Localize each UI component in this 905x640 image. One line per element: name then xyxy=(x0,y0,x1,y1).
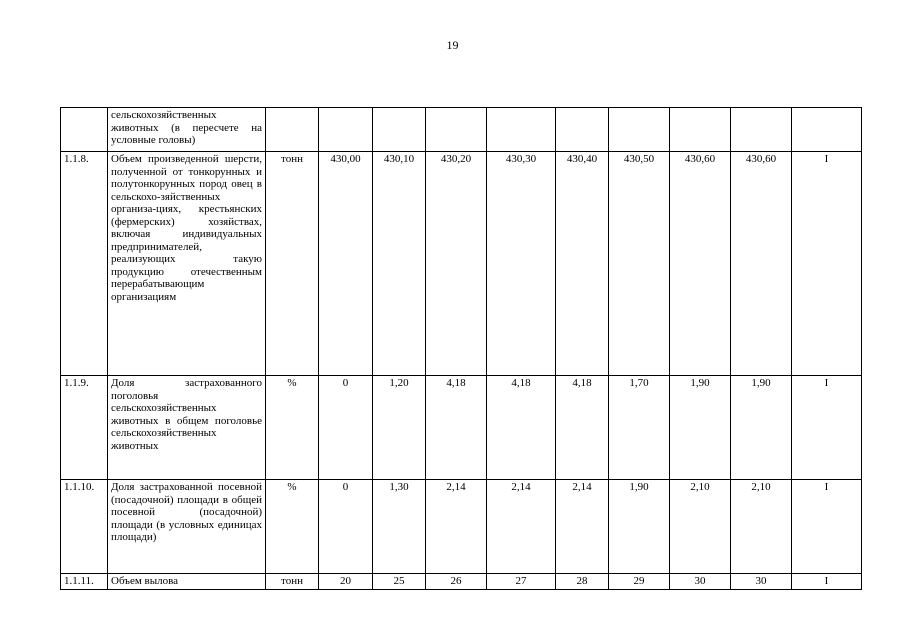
value-cell xyxy=(609,108,670,152)
value-cell: 30 xyxy=(731,574,792,590)
table-row xyxy=(61,376,862,480)
value-cell: 1,90 xyxy=(670,376,731,480)
value-cell: 430,50 xyxy=(609,152,670,376)
table-row xyxy=(61,108,862,152)
value-cell: 4,18 xyxy=(556,376,609,480)
value-cell: 2,14 xyxy=(487,480,556,574)
indicator-description: Доля застрахованного поголовья сельскохозяйственных животных в общем поголовье сельскохозяйственных животных xyxy=(108,376,266,480)
value-cell: 2,10 xyxy=(731,480,792,574)
value-cell: 430,40 xyxy=(556,152,609,376)
value-cell: 25 xyxy=(373,574,426,590)
value-cell: 430,00 xyxy=(319,152,373,376)
value-cell: 2,14 xyxy=(426,480,487,574)
source-code-cell: I xyxy=(792,152,862,376)
row-number-cell: 1.1.10. xyxy=(61,480,108,574)
value-cell: 430,30 xyxy=(487,152,556,376)
value-cell xyxy=(319,108,373,152)
page-number: 19 xyxy=(446,38,459,52)
value-cell: 30 xyxy=(670,574,731,590)
source-code-cell: I xyxy=(792,480,862,574)
value-cell: 430,60 xyxy=(731,152,792,376)
unit-cell: % xyxy=(266,480,319,574)
table-row xyxy=(61,152,862,376)
value-cell: 0 xyxy=(319,376,373,480)
source-code-cell: I xyxy=(792,376,862,480)
unit-cell xyxy=(266,108,319,152)
value-cell: 1,70 xyxy=(609,376,670,480)
value-cell: 20 xyxy=(319,574,373,590)
value-cell: 430,10 xyxy=(373,152,426,376)
value-cell: 1,90 xyxy=(731,376,792,480)
row-number-cell: 1.1.11. xyxy=(61,574,108,590)
value-cell: 1,20 xyxy=(373,376,426,480)
unit-cell: % xyxy=(266,376,319,480)
indicators-table xyxy=(60,107,862,590)
table-row xyxy=(61,480,862,574)
value-cell: 26 xyxy=(426,574,487,590)
value-cell: 4,18 xyxy=(487,376,556,480)
value-cell xyxy=(731,108,792,152)
unit-cell: тонн xyxy=(266,574,319,590)
indicator-description: Доля застрахованной посевной (посадочной) площади в общей посевной (посадочной) площади (в условных единицах площади) xyxy=(108,480,266,574)
value-cell xyxy=(556,108,609,152)
value-cell: 2,14 xyxy=(556,480,609,574)
indicator-description: Объем вылова xyxy=(108,574,266,590)
value-cell: 430,60 xyxy=(670,152,731,376)
unit-cell: тонн xyxy=(266,152,319,376)
value-cell: 28 xyxy=(556,574,609,590)
table-row xyxy=(61,574,862,590)
value-cell: 27 xyxy=(487,574,556,590)
value-cell: 430,20 xyxy=(426,152,487,376)
row-number-cell: 1.1.8. xyxy=(61,152,108,376)
value-cell xyxy=(487,108,556,152)
source-code-cell xyxy=(792,108,862,152)
value-cell xyxy=(373,108,426,152)
row-number-cell: 1.1.9. xyxy=(61,376,108,480)
value-cell xyxy=(670,108,731,152)
value-cell xyxy=(426,108,487,152)
value-cell: 1,90 xyxy=(609,480,670,574)
value-cell: 2,10 xyxy=(670,480,731,574)
value-cell: 4,18 xyxy=(426,376,487,480)
indicator-description: сельскохозяйственных животных (в пересчете на условные головы) xyxy=(108,108,266,152)
indicator-description: Объем произведенной шерсти, полученной от тонкорунных и полутонкорунных пород овец в сельскохо-зяйственных организа-циях, крестьянских (фермерских) хозяйствах, включая индивидуальных предпринимателей, реализующих такую продукцию отечественным перерабатывающим организациям xyxy=(108,152,266,376)
row-number-cell xyxy=(61,108,108,152)
source-code-cell: I xyxy=(792,574,862,590)
value-cell: 29 xyxy=(609,574,670,590)
value-cell: 0 xyxy=(319,480,373,574)
value-cell: 1,30 xyxy=(373,480,426,574)
